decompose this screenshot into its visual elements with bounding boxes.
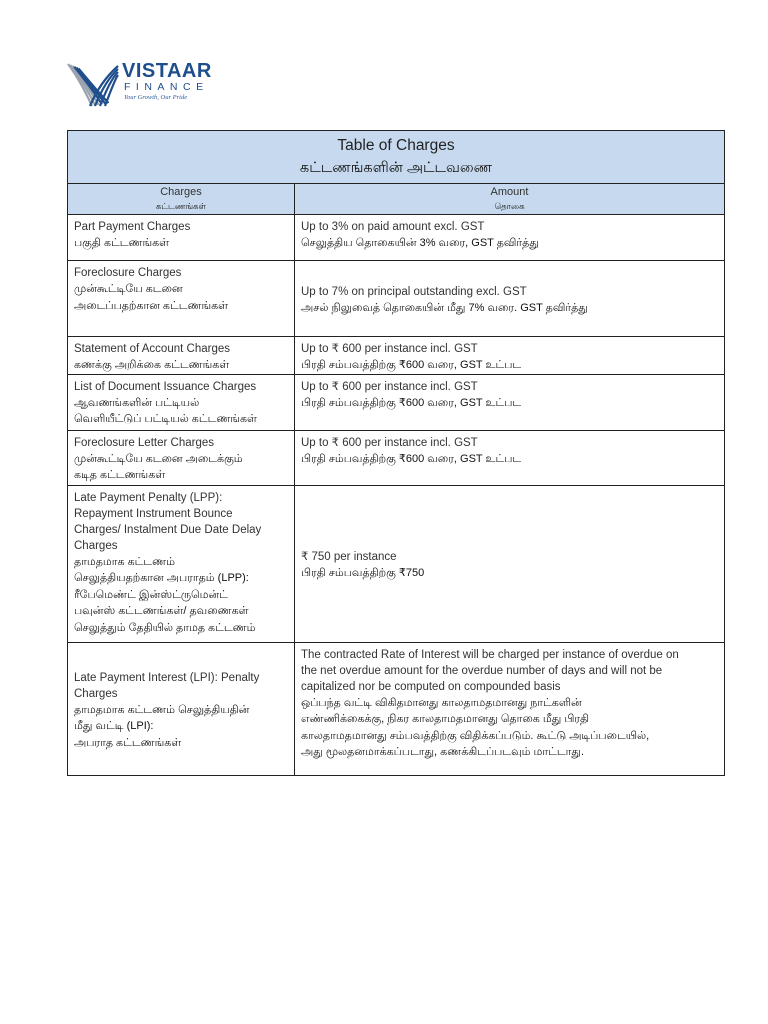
charge-name-line: பவுன்ஸ் கட்டணங்கள்/ தவணைகள் [74, 605, 249, 617]
charge-amount-line: பிரதி சம்பவத்திற்கு ₹600 வரை, GST உட்பட [301, 396, 522, 409]
charge-amount-line: ஒப்பந்த வட்டி விகிதமானது காலதாமதமானது நாட்களின் [301, 696, 582, 709]
charge-amount-line: Up to ₹ 600 per instance incl. GST [301, 380, 478, 393]
table-title-english: Table of Charges [337, 137, 455, 154]
charge-amount-line: ₹ 750 per instance [301, 551, 397, 564]
charge-amount-line: Up to ₹ 600 per instance incl. GST [301, 436, 478, 449]
table-row [68, 430, 725, 485]
charge-amount-line: பிரதி சம்பவத்திற்கு ₹750 [301, 567, 425, 580]
charges-column-header [68, 184, 295, 215]
charge-name-line: Foreclosure Charges [74, 267, 182, 279]
charge-name-line: ஆவணங்களின் பட்டியல் [74, 396, 200, 409]
table-row [68, 374, 725, 430]
table-title-cell [68, 131, 725, 184]
logo-stripe [72, 66, 98, 105]
logo-stripes-icon [66, 60, 120, 108]
charges-header-english: Charges [160, 186, 202, 198]
charge-name-line: மீது வட்டி (LPI): [74, 720, 154, 733]
table-row [68, 215, 725, 261]
charge-amount-cell [295, 215, 725, 261]
logo-name: VISTAAR [122, 60, 212, 82]
charge-amount-line: the net overdue amount for the overdue number of days and will not be [301, 664, 663, 677]
charge-amount-cell [295, 642, 725, 775]
charge-name-line: தாமதமாக கட்டணம் [74, 555, 176, 568]
charge-name-line: Late Payment Interest (LPI): Penalty [74, 671, 260, 684]
charge-amount-line: பிரதி சம்பவத்திற்கு ₹600 வரை, GST உட்பட [301, 359, 522, 371]
charge-name-line: அடைப்பதற்கான கட்டணங்கள் [74, 299, 229, 312]
charge-name-line: Repayment Instrument Bounce [74, 507, 233, 520]
amount-header-tamil: தொகை [494, 201, 525, 211]
table-title-row [68, 131, 725, 184]
charge-amount-cell [295, 485, 725, 642]
charge-amount-cell [295, 374, 725, 430]
table-row [68, 337, 725, 375]
charge-name-cell [68, 374, 295, 430]
charge-amount-line: capitalized nor be computed on compounded basis [301, 680, 561, 693]
amount-column-header [295, 184, 725, 215]
charge-amount-line: காலதாமதமானது சம்பவத்திற்கு விதிக்கப்படும். கூட்டு அடிப்படையில், [301, 729, 650, 742]
charge-name-line: List of Document Issuance Charges [74, 380, 257, 393]
charge-name-line: ரீபேமெண்ட் இன்ஸ்ட்ருமென்ட் [74, 588, 228, 601]
charge-name-cell [68, 337, 295, 375]
charge-name-cell [68, 642, 295, 775]
charge-name-line: செலுத்தும் தேதியில் தாமத கட்டணம் [74, 621, 256, 634]
charge-name-line: Statement of Account Charges [74, 343, 230, 355]
charge-amount-cell [295, 261, 725, 337]
charge-name-line: பகுதி கட்டணங்கள் [74, 237, 170, 249]
charge-amount-line: Up to ₹ 600 per instance incl. GST [301, 343, 478, 355]
logo-subname: FINANCE [124, 81, 209, 93]
charge-name-line: Charges/ Instalment Due Date Delay [74, 523, 262, 536]
table-row [68, 485, 725, 642]
charge-amount-line: அது மூலதனமாக்கப்படாது, கணக்கிடப்படவும் மாட்டாது. [301, 746, 585, 758]
charge-name-line: கணக்கு அறிக்கை கட்டணங்கள் [74, 359, 230, 371]
charge-amount-line: செலுத்திய தொகையின் 3% வரை, GST தவிர்த்து [301, 237, 539, 249]
charge-amount-line: Up to 7% on principal outstanding excl. GST [301, 286, 527, 299]
charge-amount-line: அசல் நிலுவைத் தொகையின் மீது 7% வரை. GST தவிர்த்து [301, 302, 588, 315]
charge-name-cell [68, 261, 295, 337]
table-title-tamil: கட்டணங்களின் அட்டவணை [299, 160, 493, 176]
charge-name-cell [68, 485, 295, 642]
table-row [68, 642, 725, 775]
charge-name-line: Late Payment Penalty (LPP): [74, 491, 223, 504]
logo-tagline: Your Growth, Our Pride [124, 94, 188, 101]
charge-amount-line: Up to 3% on paid amount excl. GST [301, 221, 485, 233]
charge-name-line: செலுத்தியதற்கான அபராதம் (LPP): [74, 572, 249, 584]
charge-amount-cell [295, 337, 725, 375]
table-header-row [68, 184, 725, 215]
charge-name-cell [68, 430, 295, 485]
charge-name-line: Charges [74, 539, 118, 552]
charge-amount-line: பிரதி சம்பவத்திற்கு ₹600 வரை, GST உட்பட [301, 452, 522, 465]
charge-name-line: Part Payment Charges [74, 221, 191, 233]
charges-table [67, 130, 725, 776]
charge-name-line: முன்கூட்டியே கடனை [74, 283, 183, 295]
charge-name-line: அபராத கட்டணங்கள் [74, 736, 182, 749]
charge-name-line: வெளியீட்டுப் பட்டியல் கட்டணங்கள் [74, 413, 257, 425]
charge-name-line: Charges [74, 687, 118, 700]
charge-amount-line: எண்ணிக்கைக்கு, நிகர காலதாமதமானது தொகை மீது பிரதி [301, 713, 590, 725]
charges-header-tamil: கட்டணங்கள் [155, 201, 207, 211]
charge-name-line: முன்கூட்டியே கடனை அடைக்கும் [74, 452, 243, 465]
charge-name-line: Foreclosure Letter Charges [74, 436, 214, 449]
amount-header-english: Amount [490, 186, 529, 198]
charge-name-cell [68, 215, 295, 261]
charge-name-line: கடித கட்டணங்கள் [74, 469, 166, 481]
table-row [68, 261, 725, 337]
charge-amount-cell [295, 430, 725, 485]
charge-amount-line: The contracted Rate of Interest will be charged per instance of overdue on [301, 648, 679, 661]
vistaar-finance-logo [66, 60, 236, 110]
charge-name-line: தாமதமாக கட்டணம் செலுத்தியதின் [74, 703, 250, 716]
